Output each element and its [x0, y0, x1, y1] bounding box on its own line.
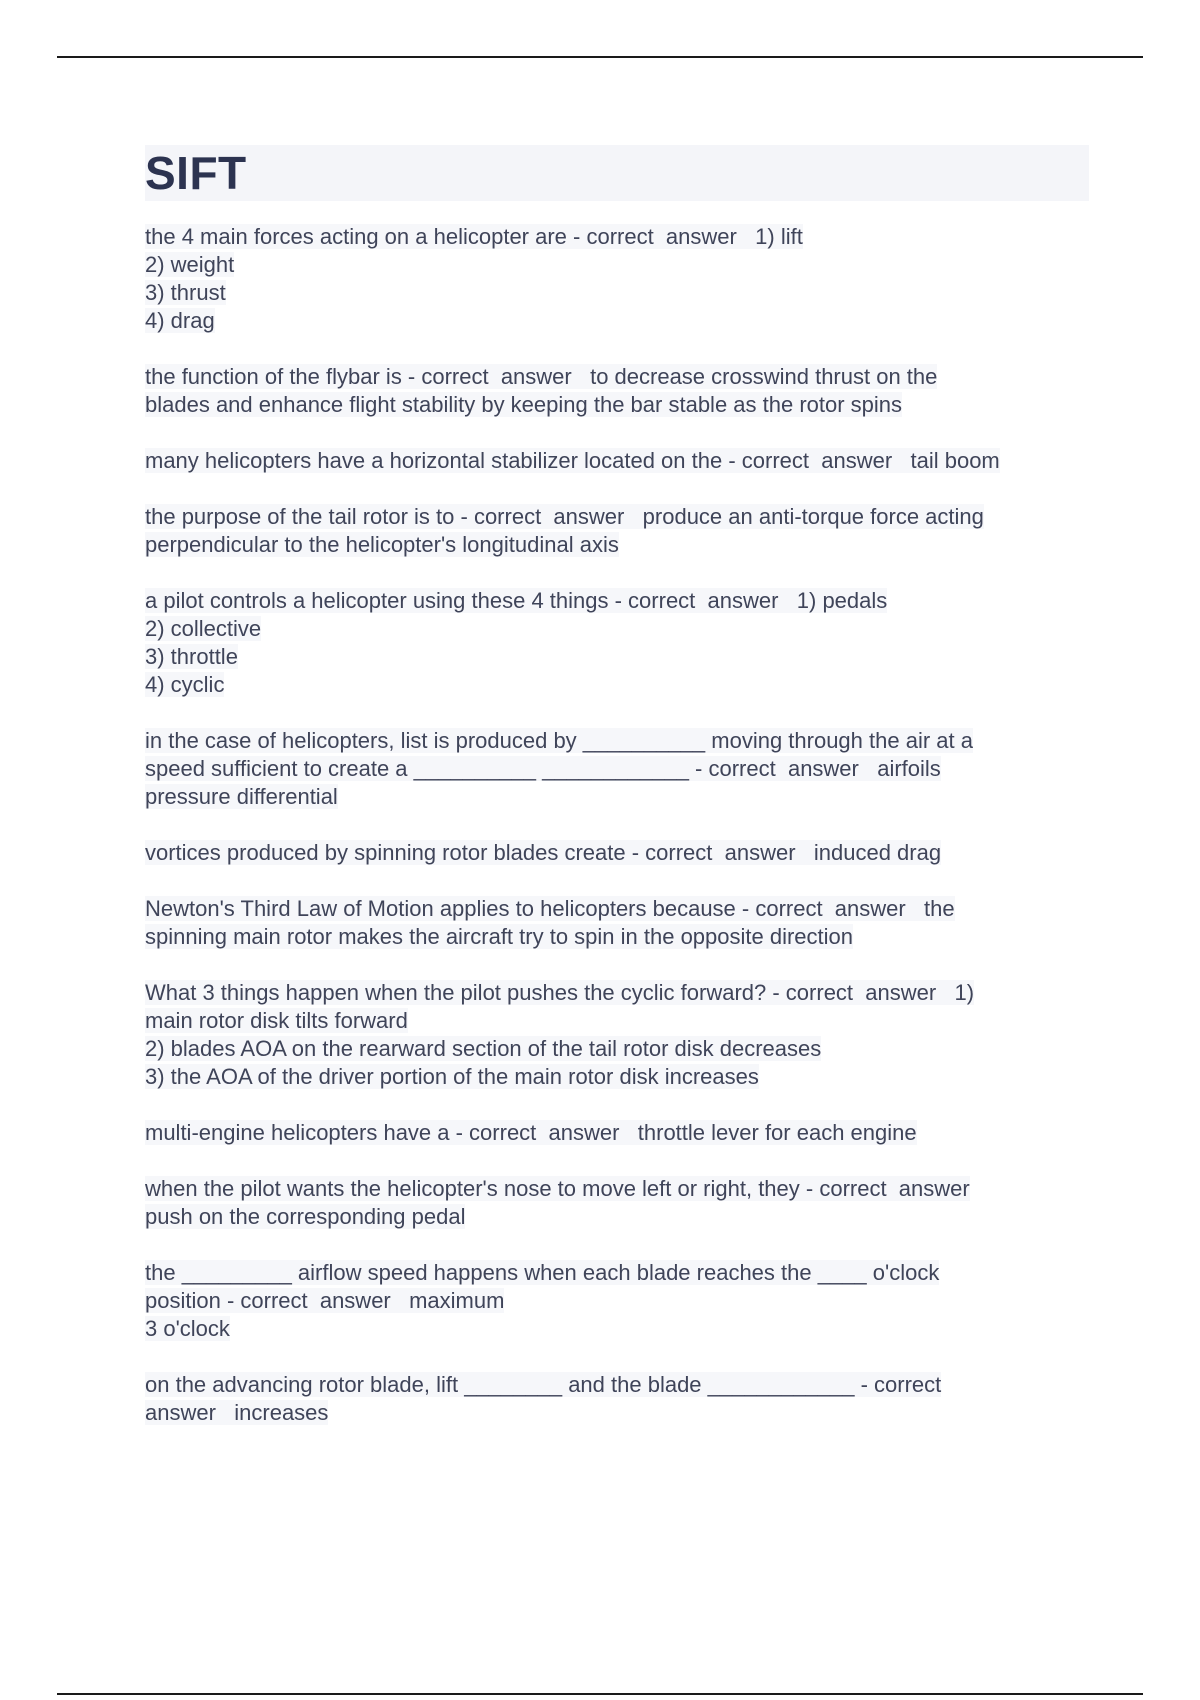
qa-line: What 3 things happen when the pilot pushes the cyclic forward? - correct answer 1) — [145, 980, 975, 1005]
qa-line: the function of the flybar is - correct answer to decrease crosswind thrust on the — [145, 364, 938, 389]
qa-line: 3) the AOA of the driver portion of the main rotor disk increases — [145, 1064, 759, 1089]
document-body — [145, 145, 1089, 1455]
qa-line: pressure differential — [145, 784, 338, 809]
qa-list — [145, 223, 1089, 1427]
qa-line: Newton's Third Law of Motion applies to helicopters because - correct answer the — [145, 896, 955, 921]
qa-line: 4) cyclic — [145, 672, 225, 697]
qa-item — [145, 979, 1089, 1091]
qa-line: 4) drag — [145, 308, 215, 333]
qa-line: position - correct answer maximum — [145, 1288, 505, 1313]
qa-line: 2) collective — [145, 616, 262, 641]
qa-item — [145, 1259, 1089, 1343]
qa-line: the purpose of the tail rotor is to - correct answer produce an anti-torque force acting — [145, 504, 984, 529]
document-title: SIFT — [145, 147, 247, 199]
qa-line: many helicopters have a horizontal stabilizer located on the - correct answer tail boom — [145, 448, 1000, 473]
qa-item — [145, 1119, 1089, 1147]
qa-item — [145, 363, 1089, 419]
top-rule — [57, 56, 1143, 58]
qa-item — [145, 587, 1089, 699]
qa-line: speed sufficient to create a __________ ____________ - correct answer airfoils — [145, 756, 941, 781]
qa-line: on the advancing rotor blade, lift ________ and the blade ____________ - correct — [145, 1372, 942, 1397]
qa-line: the 4 main forces acting on a helicopter are - correct answer 1) lift — [145, 224, 803, 249]
qa-item — [145, 1371, 1089, 1427]
qa-item — [145, 1175, 1089, 1231]
qa-line: the _________ airflow speed happens when each blade reaches the ____ o'clock — [145, 1260, 940, 1285]
title-band — [145, 145, 1089, 201]
qa-line: 2) blades AOA on the rearward section of the tail rotor disk decreases — [145, 1036, 822, 1061]
qa-line: push on the corresponding pedal — [145, 1204, 466, 1229]
qa-line: when the pilot wants the helicopter's nose to move left or right, they - correct answer — [145, 1176, 970, 1201]
qa-line: 3) throttle — [145, 644, 238, 669]
qa-line: main rotor disk tilts forward — [145, 1008, 408, 1033]
qa-line: blades and enhance flight stability by keeping the bar stable as the rotor spins — [145, 392, 903, 417]
qa-item — [145, 839, 1089, 867]
qa-line: spinning main rotor makes the aircraft try to spin in the opposite direction — [145, 924, 854, 949]
bottom-rule — [57, 1693, 1143, 1695]
qa-line: multi-engine helicopters have a - correct answer throttle lever for each engine — [145, 1120, 917, 1145]
qa-item — [145, 503, 1089, 559]
qa-line: in the case of helicopters, list is produced by __________ moving through the air at a — [145, 728, 973, 753]
qa-line: vortices produced by spinning rotor blades create - correct answer induced drag — [145, 840, 942, 865]
qa-item — [145, 895, 1089, 951]
qa-line: 2) weight — [145, 252, 235, 277]
qa-item — [145, 223, 1089, 335]
qa-line: a pilot controls a helicopter using these 4 things - correct answer 1) pedals — [145, 588, 888, 613]
qa-line: 3 o'clock — [145, 1316, 230, 1341]
qa-item — [145, 447, 1089, 475]
qa-line: perpendicular to the helicopter's longitudinal axis — [145, 532, 619, 557]
qa-line: answer increases — [145, 1400, 329, 1425]
qa-item — [145, 727, 1089, 811]
qa-line: 3) thrust — [145, 280, 226, 305]
